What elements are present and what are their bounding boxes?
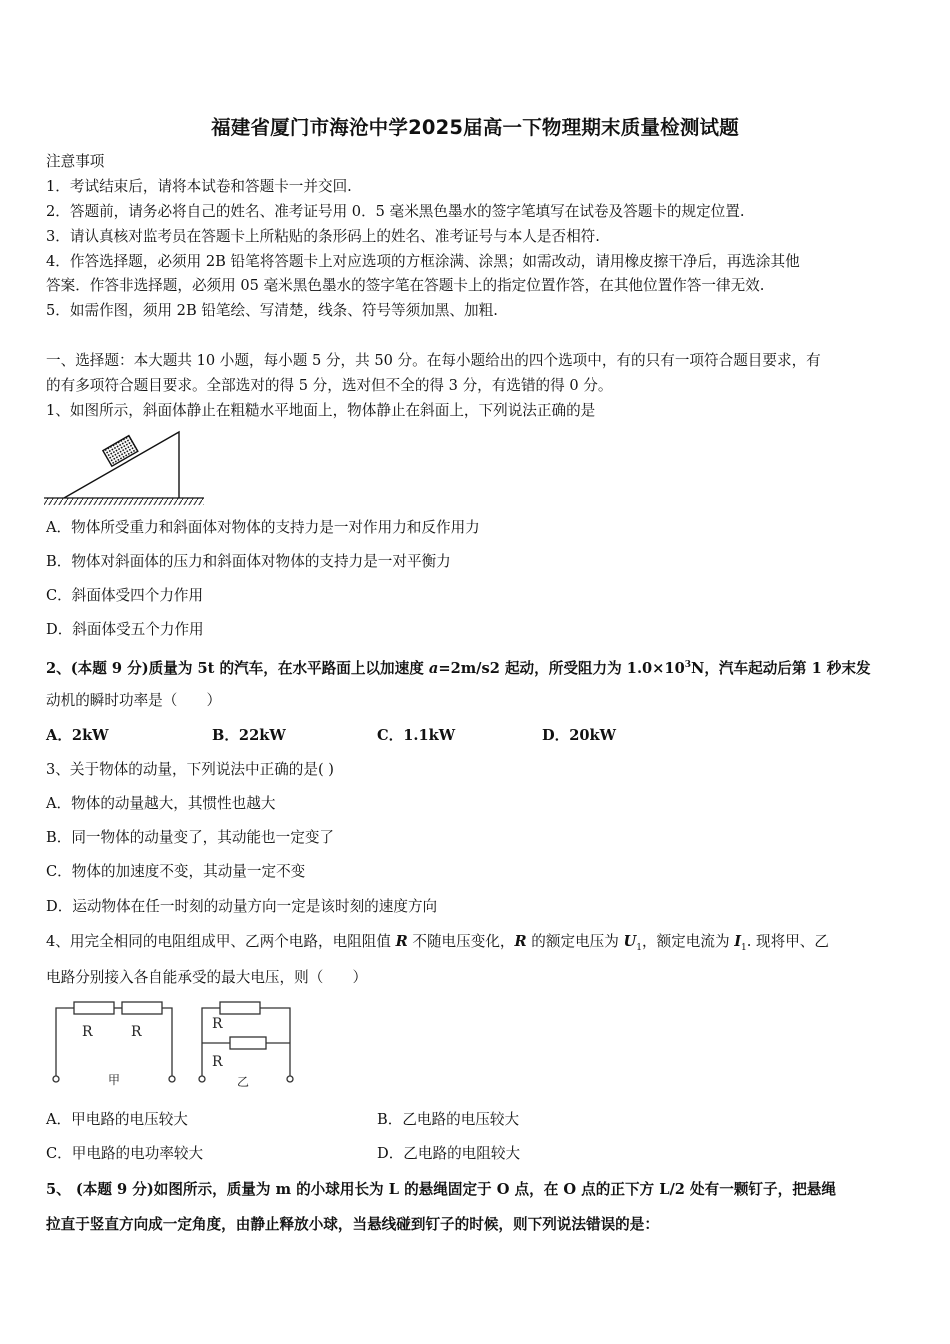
q4-stem-line2: 电路分别接入各自能承受的最大电压，则（ ） xyxy=(46,969,368,986)
circuit-jia-label: 甲 xyxy=(108,1073,121,1087)
q4-option-d: D．乙电路的电阻较大 xyxy=(377,1145,521,1162)
q2-stem: 2、(本题 9 分)质量为 5t 的汽车，在水平路面上以加速度 a=2m/s2 起动，所受阻力为 $1.0\times 10^3N$，汽车起动后第 1 秒末发 xyxy=(46,659,871,677)
q2-option-b: B．22kW xyxy=(212,727,286,744)
q2-option-a: A．2kW xyxy=(46,727,109,744)
q2-option-d: D．20kW xyxy=(542,727,617,744)
q4-option-a: A．甲电路的电压较大 xyxy=(46,1111,188,1128)
notice-item: 3．请认真核对监考员在答题卡上所粘贴的条形码上的姓名、准考证号与本人是否相符. xyxy=(46,228,600,245)
q4-option-b: B．乙电路的电压较大 xyxy=(377,1111,520,1128)
q3-stem: 3、关于物体的动量，下列说法中正确的是( ) xyxy=(46,761,335,778)
q3-option-b: B．同一物体的动量变了，其动能也一定变了 xyxy=(46,829,335,846)
circuit-yi-label: 乙 xyxy=(237,1075,250,1089)
notice-item: 答案．作答非选择题，必须用 05 毫米黑色墨水的签字笔在答题卡上的指定位置作答，在其他位置作答一律无效. xyxy=(46,277,765,294)
q2-option-c: C．1.1kW xyxy=(377,727,456,744)
q4-stem: 4、用完全相同的电阻组成甲、乙两个电路，电阻阻值 R 不随电压变化，R 的额定电压为 $U_1$，额定电流为 $I_1$. 现将甲、乙 xyxy=(46,933,829,953)
q3-option-d: D．运动物体在任一时刻的动量方向一定是该时刻的速度方向 xyxy=(46,898,438,915)
q4-option-c: C．甲电路的电功率较大 xyxy=(46,1145,204,1162)
notice-item: 1．考试结束后，请将本试卷和答题卡一并交回. xyxy=(46,178,352,195)
q3-option-a: A．物体的动量越大，其惯性也越大 xyxy=(46,795,276,812)
resistor-label: R xyxy=(82,1024,93,1040)
resistor-label: R xyxy=(212,1016,223,1032)
resistor-label: R xyxy=(212,1054,223,1070)
q1-option-c: C．斜面体受四个力作用 xyxy=(46,587,204,604)
q5-stem-line2: 拉直于竖直方向成一定角度，由静止释放小球，当悬线碰到钉子的时候，则下列说法错误的是： xyxy=(46,1216,659,1233)
q1-option-b: B．物体对斜面体的压力和斜面体对物体的支持力是一对平衡力 xyxy=(46,553,451,570)
q1-option-a: A．物体所受重力和斜面体对物体的支持力是一对作用力和反作用力 xyxy=(46,519,480,536)
page-title: 福建省厦门市海沧中学2025届高一下物理期末质量检测试题 xyxy=(211,116,739,139)
section-instructions: 一、选择题：本大题共 10 小题，每小题 5 分，共 50 分。在每小题给出的四个选项中，有的只有一项符合题目要求，有 xyxy=(46,352,821,369)
incline-figure xyxy=(42,428,212,510)
notice-item: 5．如需作图，须用 2B 铅笔绘、写清楚，线条、符号等须加黑、加粗. xyxy=(46,302,498,319)
q1-stem: 1、如图所示，斜面体静止在粗糙水平地面上，物体静止在斜面上，下列说法正确的是 xyxy=(46,402,596,419)
circuit-figure xyxy=(44,998,304,1094)
q3-option-c: C．物体的加速度不变，其动量一定不变 xyxy=(46,863,306,880)
resistor-label: R xyxy=(131,1024,142,1040)
q1-option-d: D．斜面体受五个力作用 xyxy=(46,621,204,638)
notice-item: 4．作答选择题，必须用 2B 铅笔将答题卡上对应选项的方框涂满、涂黑；如需改动，请用橡皮擦干净后，再选涂其他 xyxy=(46,253,800,270)
q2-stem-line2: 动机的瞬时功率是（ ） xyxy=(46,692,222,709)
q5-stem: 5、 (本题 9 分)如图所示，质量为 m 的小球用长为 L 的悬绳固定于 O 点，在 O 点的正下方 L/2 处有一颗钉子，把悬绳 xyxy=(46,1181,836,1198)
section-instructions: 的有多项符合题目要求。全部选对的得 5 分，选对但不全的得 3 分，有选错的得 0 分。 xyxy=(46,377,613,394)
notice-heading: 注意事项 xyxy=(46,153,105,170)
notice-item: 2．答题前，请务必将自己的姓名、准考证号用 0．5 毫米黑色墨水的签字笔填写在试卷及答题卡的规定位置. xyxy=(46,203,745,220)
